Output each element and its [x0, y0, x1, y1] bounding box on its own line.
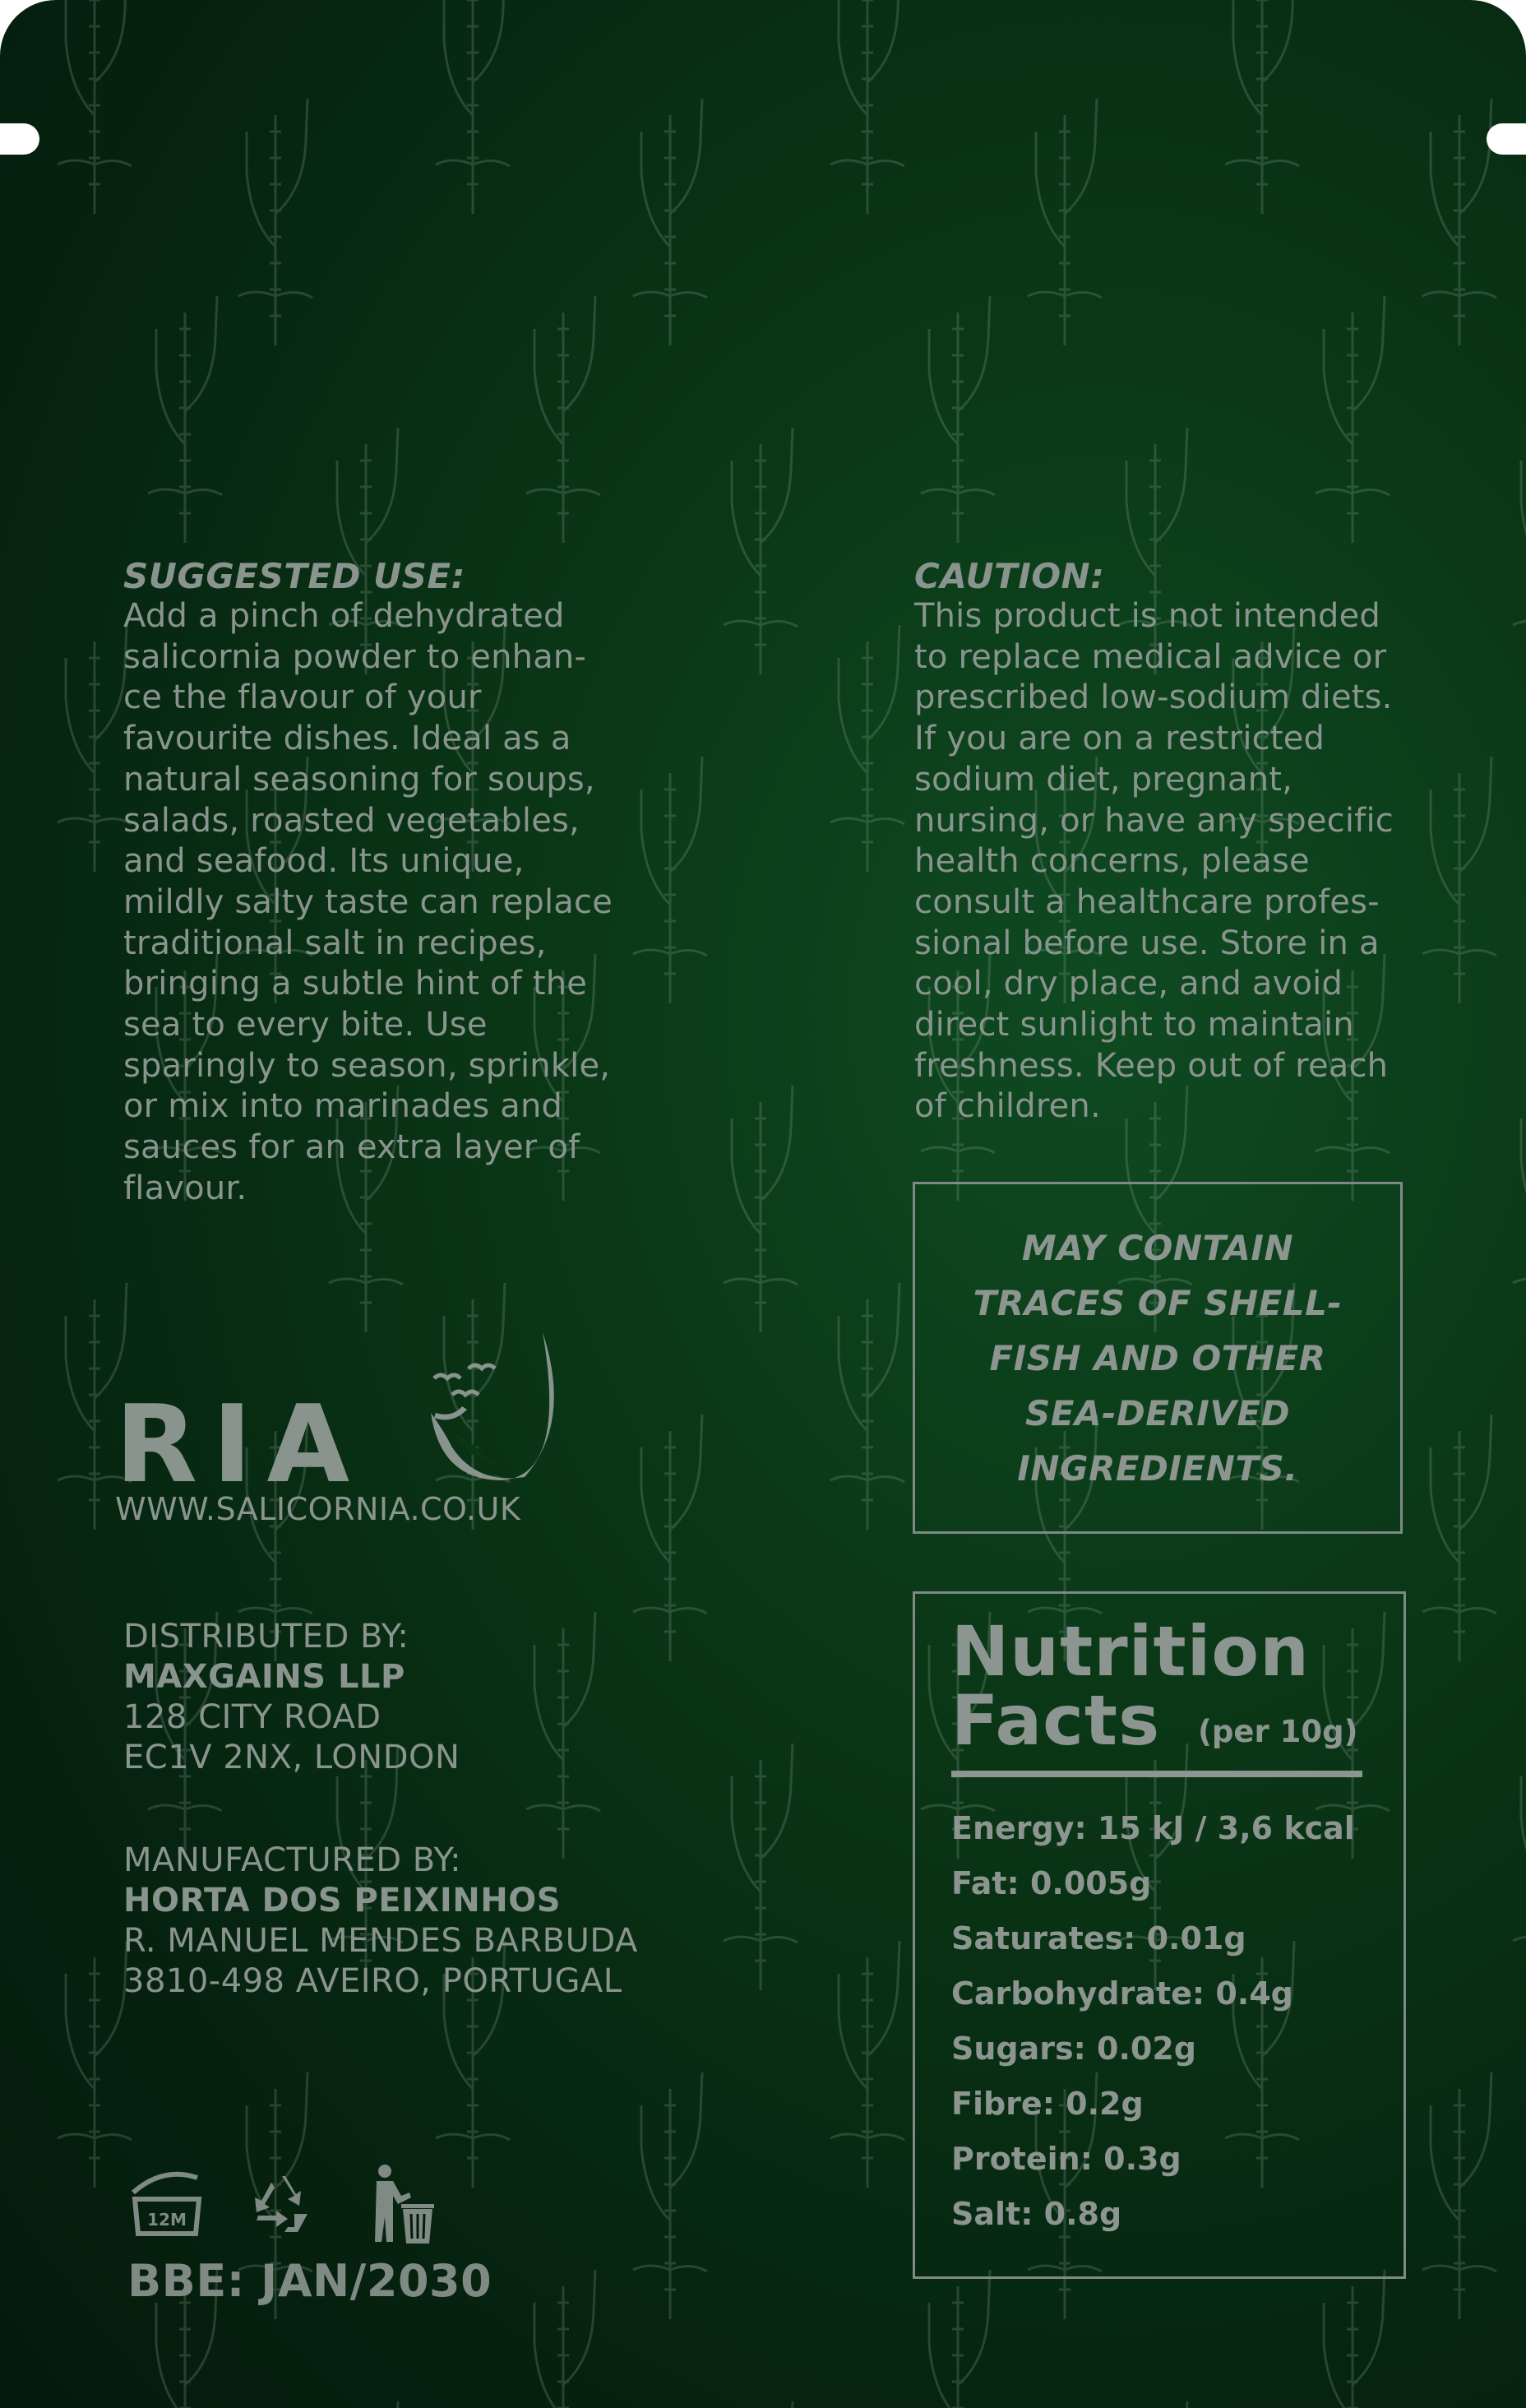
- text-line: nursing, or have any specific: [914, 801, 1394, 840]
- salicornia-sprig-icon: [411, 0, 534, 222]
- tear-notch-left: [0, 123, 39, 155]
- text-line: sea to every bite. Use: [123, 1006, 488, 1044]
- salicornia-sprig-icon: [1003, 82, 1126, 354]
- recycle-icon: [247, 2173, 317, 2239]
- salicornia-sprig-icon: [1488, 1069, 1526, 1341]
- distributor-address-line2: EC1V 2NX, LONDON: [123, 1739, 460, 1776]
- suggested-use-text: [123, 596, 650, 1210]
- text-line: sional before use. Store in a: [914, 924, 1380, 962]
- text-line: and seafood. Its unique,: [123, 842, 525, 881]
- manufacturer-name: HORTA DOS PEIXINHOS: [123, 1882, 561, 1919]
- text-line: natural seasoning for soups,: [123, 760, 595, 799]
- salicornia-sprig-icon: [1398, 2056, 1521, 2327]
- salicornia-sprig-icon: [896, 280, 1020, 551]
- nutrition-row: Sugars: 0.02g: [951, 2031, 1197, 2067]
- tear-notch-right: [1487, 123, 1526, 155]
- text-line: This product is not intended: [914, 597, 1381, 635]
- suggested-use-title: SUGGESTED USE:: [123, 556, 465, 596]
- salicornia-sprig-icon: [1291, 280, 1414, 551]
- text-line: prescribed low-sodium diets.: [914, 678, 1393, 717]
- nutrition-row: Fat: 0.005g: [951, 1865, 1152, 1901]
- nutrition-title-text: Nutrition Facts: [951, 1611, 1310, 1761]
- salicornia-sprig-icon: [1200, 0, 1324, 222]
- text-line: salicornia powder to enhan-: [123, 637, 587, 676]
- salicornia-sprig-icon: [699, 411, 822, 683]
- salicornia-sprig-icon: [502, 280, 625, 551]
- caution-block: [914, 556, 1424, 1128]
- nutrition-rows: [951, 1801, 1355, 2242]
- nutrition-row: Carbohydrate: 0.4g: [951, 1975, 1293, 2012]
- salicornia-sprig-icon: [608, 2056, 732, 2327]
- text-line: sauces for an extra layer of: [123, 1128, 580, 1167]
- allergen-warning-text: MAY CONTAIN TRACES OF SHELL- FISH AND OTHER SEA-DERIVED INGREDIENTS.: [973, 1227, 1343, 1489]
- salicornia-sprig-icon: [806, 1267, 929, 1538]
- text-line: or mix into marinades and: [123, 1087, 563, 1126]
- logo-wave-icon: [428, 1316, 559, 1497]
- text-line: freshness. Keep out of reach: [914, 1046, 1389, 1085]
- text-line: bringing a subtle hint of the: [123, 965, 588, 1003]
- nutrition-facts-box: [913, 1591, 1406, 2279]
- website-link: WWW.SALICORNIA.CO.UK: [115, 1491, 521, 1527]
- salicornia-sprig-icon: [502, 2253, 625, 2408]
- ria-logo: [115, 1316, 559, 1507]
- nutrition-row: Protein: 0.3g: [951, 2141, 1181, 2177]
- salicornia-sprig-icon: [304, 2385, 428, 2408]
- salicornia-sprig-icon: [1398, 1398, 1521, 1669]
- nutrition-row: Salt: 0.8g: [951, 2196, 1122, 2232]
- distributor-address-line1: 128 CITY ROAD: [123, 1698, 382, 1736]
- salicornia-sprig-icon: [33, 0, 156, 222]
- text-line: sparingly to season, sprinkle,: [123, 1046, 611, 1085]
- text-line: consult a healthcare profes-: [914, 882, 1380, 921]
- salicornia-sprig-icon: [608, 82, 732, 354]
- salicornia-sprig-icon: [699, 1069, 822, 1341]
- suggested-use-block: [123, 556, 650, 1210]
- tidyman-bin-icon: [368, 2163, 434, 2245]
- text-line: cool, dry place, and avoid: [914, 965, 1343, 1003]
- text-line: to replace medical advice or: [914, 637, 1387, 676]
- text-line: direct sunlight to maintain: [914, 1006, 1354, 1044]
- text-line: sodium diet, pregnant,: [914, 760, 1293, 799]
- manufacturer-address-line1: R. MANUEL MENDES BARBUDA: [123, 1922, 638, 1960]
- salicornia-sprig-icon: [699, 2385, 822, 2408]
- caution-text: [914, 596, 1424, 1128]
- allergen-warning-box: [913, 1182, 1403, 1534]
- nutrition-row: Saturates: 0.01g: [951, 1920, 1246, 1956]
- salicornia-sprig-icon: [1488, 1727, 1526, 1998]
- nutrition-row: Fibre: 0.2g: [951, 2086, 1144, 2122]
- manufacturer-label: MANUFACTURED BY:: [123, 1841, 462, 1879]
- logo-wordmark: RIA: [115, 1382, 365, 1507]
- salicornia-sprig-icon: [608, 1398, 732, 1669]
- text-line: of children.: [914, 1087, 1101, 1126]
- salicornia-sprig-icon: [806, 0, 929, 222]
- text-line: ce the flavour of your: [123, 678, 482, 717]
- text-line: flavour.: [123, 1169, 247, 1207]
- pao-label: 12M: [147, 2210, 187, 2230]
- period-after-opening-icon: [130, 2168, 204, 2242]
- text-line: salads, roasted vegetables,: [123, 801, 580, 840]
- salicornia-sprig-icon: [699, 1727, 822, 1998]
- salicornia-sprig-icon: [1094, 2385, 1217, 2408]
- salicornia-sprig-icon: [1488, 2385, 1526, 2408]
- distributor-name: MAXGAINS LLP: [123, 1658, 405, 1696]
- text-line: traditional salt in recipes,: [123, 924, 547, 962]
- best-before-date: BBE: JAN/2030: [127, 2255, 492, 2307]
- distributor-label: DISTRIBUTED BY:: [123, 1618, 409, 1656]
- manufacturer-address-line2: 3810-498 AVEIRO, PORTUGAL: [123, 1962, 622, 2000]
- manufacturer-block: [123, 1841, 638, 2002]
- salicornia-sprig-icon: [1488, 411, 1526, 683]
- distributor-block: [123, 1617, 460, 1778]
- salicornia-sprig-icon: [806, 1924, 929, 2196]
- text-line: If you are on a restricted: [914, 720, 1325, 758]
- nutrition-divider: [951, 1771, 1362, 1777]
- caution-title: CAUTION:: [914, 556, 1105, 596]
- salicornia-sprig-icon: [502, 1595, 625, 1867]
- text-line: favourite dishes. Ideal as a: [123, 720, 571, 758]
- salicornia-sprig-icon: [806, 609, 929, 880]
- text-line: health concerns, please: [914, 842, 1310, 881]
- text-line: Add a pinch of dehydrated: [123, 597, 565, 635]
- nutrition-serving: (per 10g): [1198, 1714, 1358, 1749]
- salicornia-sprig-icon: [123, 280, 247, 551]
- nutrition-row: Energy: 15 kJ / 3,6 kcal: [951, 1810, 1355, 1846]
- text-line: mildly salty taste can replace: [123, 882, 613, 921]
